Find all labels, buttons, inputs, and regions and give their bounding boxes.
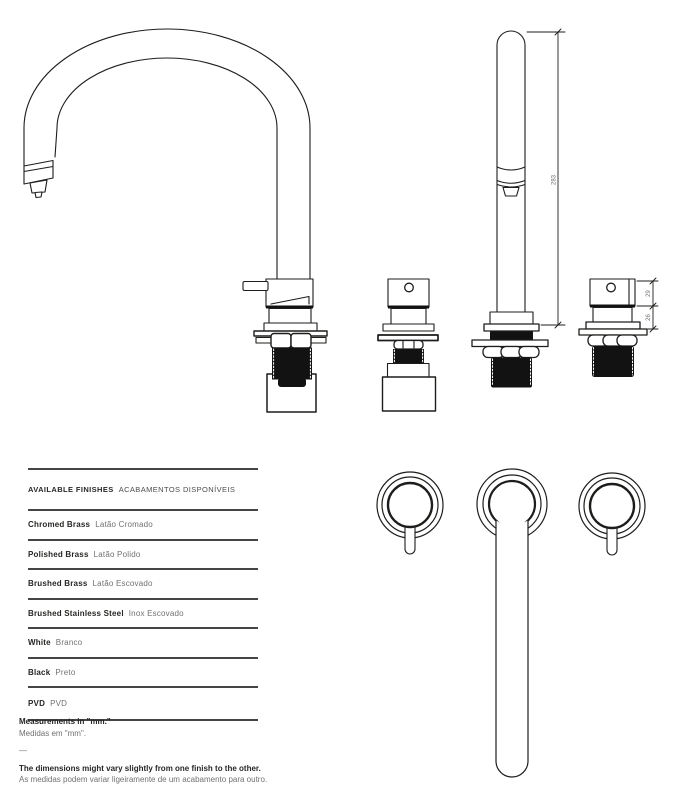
threaded-shank-tip [278, 378, 306, 387]
mounting-nut [394, 341, 423, 350]
mounting-nut [291, 334, 311, 349]
footnotes [19, 716, 349, 786]
handle-lever-top [405, 527, 415, 555]
valve-body-lower [269, 309, 311, 324]
spout-outer-curve [24, 29, 310, 280]
finish-row-black [28, 659, 258, 689]
finish-name-pt: Preto [55, 667, 76, 677]
top-view-right-handle [579, 473, 645, 555]
handle-escutcheon-inner [382, 477, 438, 533]
finish-row-brushed-brass [28, 570, 258, 600]
handle-skirt [391, 309, 426, 325]
top-view-spout [477, 469, 547, 777]
finish-name-en: Brushed Brass [28, 579, 88, 589]
handle-escutcheon-inner [584, 478, 640, 534]
threaded-shank [272, 348, 312, 380]
finish-name-en: Black [28, 667, 51, 677]
handle-lever-top [607, 528, 617, 556]
threaded-shank [592, 346, 634, 377]
spout-outlet-front [503, 188, 519, 197]
mounting-nut [617, 335, 637, 346]
handle-cap [388, 483, 432, 527]
valve-lever [243, 282, 268, 291]
note-variance-pt: As medidas podem variar ligeiramente de um acabamento para outro. [19, 775, 268, 784]
note-measurements-pt: Medidas em "mm". [19, 728, 87, 738]
mounting-nut [519, 347, 539, 358]
threaded-shank [491, 358, 532, 388]
deck-flange [264, 323, 317, 331]
finish-name-en: PVD [28, 699, 46, 708]
dimension-label-handle-top: 29 [646, 290, 652, 297]
handle-cap [590, 484, 634, 528]
finishes-header-pt: ACABAMENTOS DISPONÍVEIS [118, 485, 236, 494]
finish-name-pt: PVD [50, 699, 68, 708]
finish-name-en: Brushed Stainless Steel [28, 608, 124, 618]
finish-name-pt: Latão Polido [93, 549, 141, 559]
finish-name-en: White [28, 638, 51, 648]
note-variance-en: The dimensions might vary slightly from one finish to the other. [19, 763, 261, 773]
threaded-shank [393, 349, 424, 364]
finish-name-en: Chromed Brass [28, 520, 91, 530]
finish-name-pt: Latão Cromado [95, 520, 153, 530]
handle-side-view [378, 279, 438, 411]
deck-flange [383, 324, 434, 331]
deck-plate [472, 340, 548, 347]
cartridge-body [383, 377, 436, 411]
finish-name-pt: Branco [55, 638, 83, 648]
gooseneck-spout-side-view [24, 29, 327, 412]
spout-outlet [24, 161, 53, 185]
spout-tube [497, 31, 525, 312]
spout-escutcheon-inner [483, 475, 541, 533]
dimension-label-spout-height: 283 [551, 174, 558, 186]
top-view-left-handle [377, 472, 443, 554]
finishes-table-header [28, 470, 258, 511]
spout-front-view [472, 31, 548, 388]
deck-plate [579, 329, 647, 335]
available-finishes-table [28, 468, 258, 721]
finish-name-pt: Latão Escovado [92, 579, 153, 589]
deck-plate [378, 335, 438, 341]
finish-name-en: Polished Brass [28, 549, 89, 559]
handle-index-hole [607, 283, 616, 292]
spout-aerator-nub [35, 192, 42, 198]
mounting-nut [271, 334, 291, 349]
finish-row-brushed-stainless-steel [28, 600, 258, 630]
spout-collar [490, 312, 533, 324]
finish-row-polished-brass [28, 541, 258, 571]
dimension-label-handle-bottom: 26 [646, 314, 652, 321]
handle-skirt [593, 308, 632, 323]
finishes-header-en: AVAILABLE FINISHES [28, 485, 114, 494]
deck-flange [586, 322, 640, 329]
finish-row-white [28, 629, 258, 659]
spout-inner-curve [55, 58, 277, 280]
valve-body [266, 279, 313, 307]
finish-name-pt: Inox Escovado [128, 608, 184, 618]
handle-index-hole [405, 283, 414, 292]
note-divider: — [19, 746, 27, 755]
cartridge-step [388, 364, 430, 378]
deck-flange [484, 324, 539, 331]
handle-front-view [579, 279, 647, 377]
finish-row-chromed-brass [28, 511, 258, 541]
note-measurements-en: Measurements in "mm." [19, 717, 111, 726]
dimension-spout-height [527, 29, 565, 328]
